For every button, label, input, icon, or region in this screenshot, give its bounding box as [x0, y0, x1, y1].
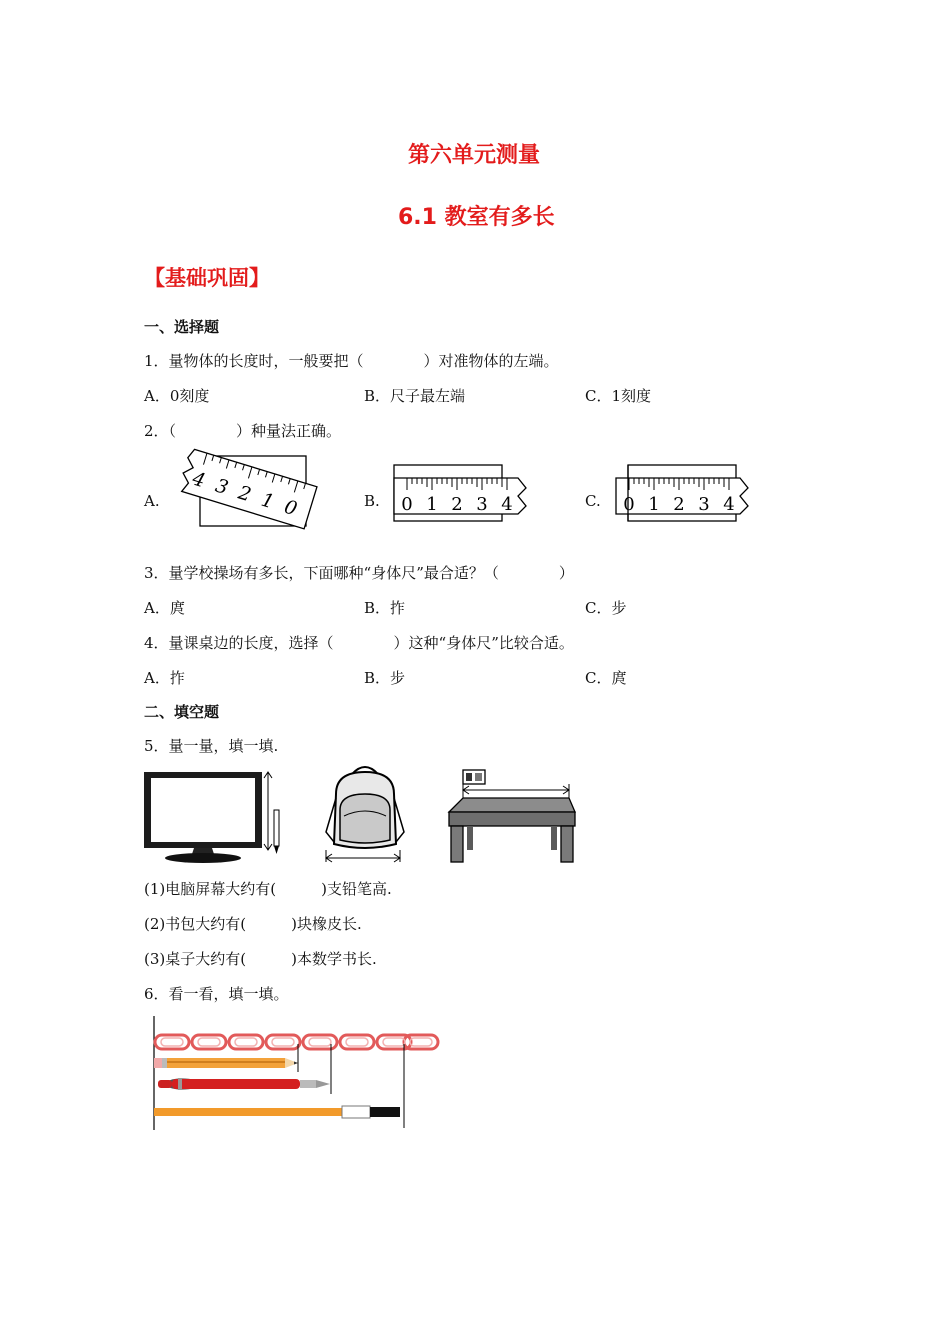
q4-option-c: C．庹 [585, 669, 627, 687]
q4-option-b: B．步 [364, 669, 406, 687]
q1-option-b: B．尺子最左端 [364, 387, 466, 405]
question-6: 6．看一看，填一填。 [144, 985, 289, 1003]
ruler-b-digit: 1 [426, 494, 438, 515]
ruler-b-digit: 4 [501, 494, 513, 515]
ruler-b-digit: 0 [401, 494, 413, 515]
q3-option-b: B．拃 [364, 599, 406, 617]
q5-item-2: (2)书包大约有( )块橡皮长. [144, 915, 362, 933]
q1-option-c: C．1刻度 [585, 387, 652, 405]
ruler-b-digit: 3 [476, 494, 488, 515]
question-5: 5．量一量，填一填. [144, 737, 279, 755]
ruler-c-digit: 2 [673, 494, 685, 515]
monitor-pencil-figure [142, 770, 292, 866]
paperclip [229, 1035, 263, 1049]
q2-figure-b [390, 462, 540, 527]
section-title: 【基础巩固】 [144, 266, 270, 290]
q5-item-1: (1)电脑屏幕大约有( )支铅笔高. [144, 880, 392, 898]
paperclip [303, 1035, 337, 1049]
paperclip [155, 1035, 189, 1049]
question-3: 3．量学校操场有多长，下面哪种“身体尺”最合适？（ ） [144, 564, 574, 582]
lesson-title: 6.1 教室有多长 [398, 205, 555, 230]
ruler-a-digit: 4 [189, 467, 208, 493]
ruler-c-digit: 3 [698, 494, 710, 515]
q2-option-b: B. [364, 492, 380, 510]
ruler-a-digit: 1 [258, 488, 277, 514]
ruler-a-digit: 2 [235, 481, 254, 507]
q2-figure-a [170, 448, 320, 538]
ruler-c-digit: 0 [623, 494, 635, 515]
part1-heading: 一、选择题 [144, 318, 220, 336]
q5-item-3: (3)桌子大约有( )本数学书长. [144, 950, 377, 968]
q3-option-a: A．庹 [144, 599, 185, 617]
ruler-a-digit: 0 [281, 495, 300, 521]
q2-option-a: A. [144, 492, 160, 510]
backpack-figure [318, 762, 413, 868]
part2-heading: 二、填空题 [144, 703, 220, 721]
ruler-a-digit: 3 [212, 474, 231, 500]
paperclip [266, 1035, 300, 1049]
q1-option-a: A．0刻度 [144, 387, 210, 405]
q2-option-c: C. [585, 492, 601, 510]
q4-option-a: A．拃 [144, 669, 185, 687]
ruler-b-digit: 2 [451, 494, 463, 515]
ruler-c-digit: 1 [648, 494, 660, 515]
question-4: 4．量课桌边的长度，选择（ ）这种“身体尺”比较合适。 [144, 634, 574, 652]
ruler-c-digit: 4 [723, 494, 735, 515]
paperclip [340, 1035, 374, 1049]
paperclip [192, 1035, 226, 1049]
q3-option-c: C．步 [585, 599, 627, 617]
unit-title: 第六单元测量 [408, 143, 541, 168]
question-2: 2．（ ）种量法正确。 [144, 422, 342, 440]
table-book-figure [445, 768, 585, 866]
q2-figure-c [612, 462, 762, 527]
question-1: 1．量物体的长度时，一般要把（ ）对准物体的左端。 [144, 352, 559, 370]
paperclip-measure-figure [148, 1016, 448, 1134]
